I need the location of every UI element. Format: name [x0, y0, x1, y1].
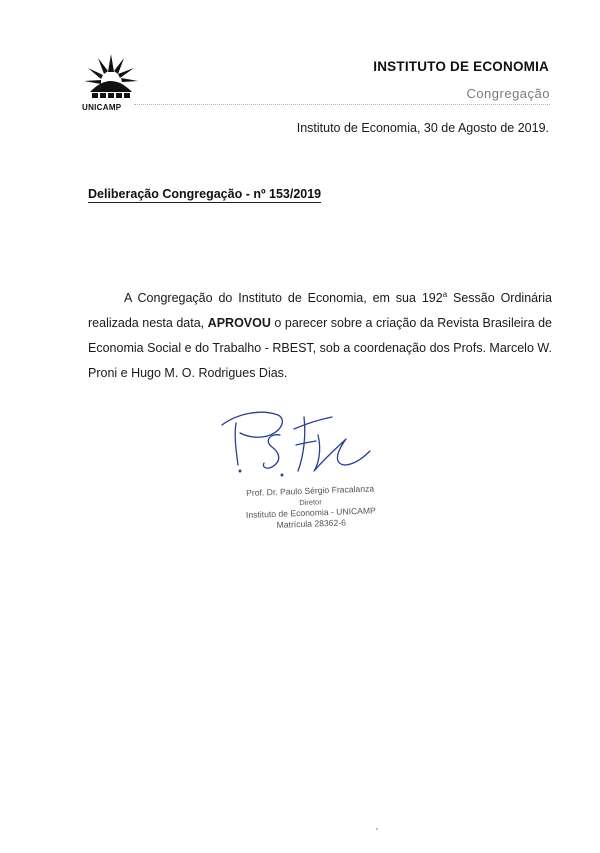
signatory-role: Diretor — [299, 497, 322, 508]
signature-stamp — [215, 482, 406, 533]
ordinal-superscript: a — [442, 290, 448, 299]
body-paragraph — [88, 282, 552, 386]
institute-title: INSTITUTO DE ECONOMIA — [373, 59, 549, 74]
signatory-registration: Matrícula 28362-6 — [276, 517, 347, 530]
signatory-name: Prof. Dr. Paulo Sérgio Fracalanza — [245, 483, 375, 498]
body-part2: Sessão Ordinária realizada nesta data, — [88, 291, 552, 331]
body-part1: A Congregação do Instituto de Economia, em sua 192 — [124, 291, 443, 306]
logo-text: UNICAMP — [82, 103, 122, 112]
body-part3: o parecer sobre a criação da Revista Brasileira de Economia Social e do Trabalho - RBEST, sob a coordenação dos Profs. Marcelo W. Proni e Hugo M. O. Rodrigues Dias. — [88, 316, 552, 381]
approval-emphasis: APROVOU — [207, 316, 271, 331]
signatory-institution: Instituto de Economia - UNICAMP — [245, 505, 376, 520]
date-line: Instituto de Economia, 30 de Agosto de 2019. — [296, 121, 549, 135]
handwritten-signature-icon — [218, 405, 378, 487]
scan-speck — [376, 828, 378, 830]
deliberation-title: Deliberação Congregação - nº 153/2019 — [88, 187, 322, 201]
unit-name: Congregação — [466, 86, 550, 101]
header-divider — [134, 104, 550, 105]
